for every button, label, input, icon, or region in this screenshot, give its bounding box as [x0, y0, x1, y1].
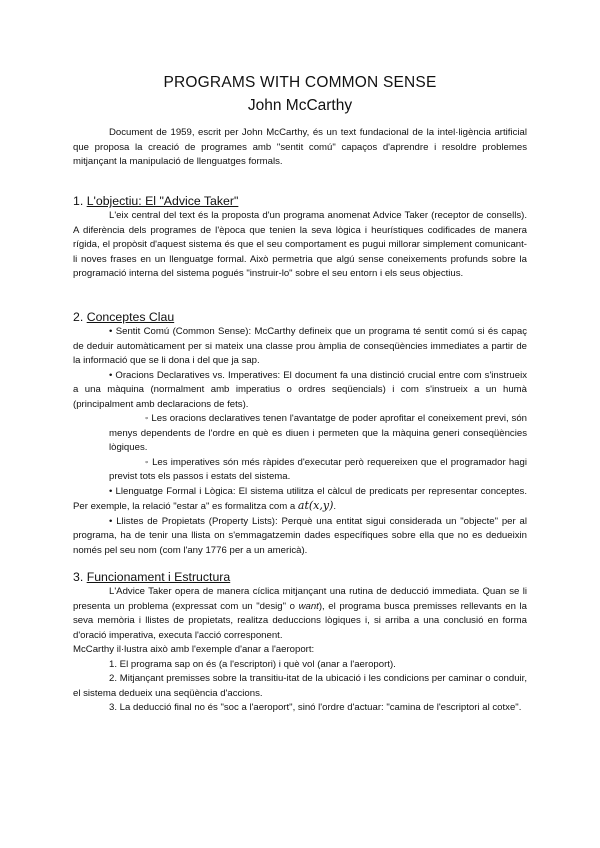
section-3-text-post: ), el programa busca premisses rellevants en la seva memòria i llistes de propietats, realitza deduccions lògiques i, si arriba a una conclusió en forma d'oració imperativa, executa l'acció corresponent. — [73, 600, 527, 641]
list-item: • Sentit Comú (Common Sense): McCarthy defineix que un programa té sentit comú si és capaç de deduir automàticament per si mateix una classe prou àmplia de conseqüències immediates a partir de la informació que se li dona i del que ja sap. — [73, 326, 527, 366]
list-item: • Oracions Declaratives vs. Imperatives: El document fa una distinció crucial entre com s'instrueix a una màquina (normalment amb imperatius o ordres seqüencials) i com s'instrueix a un humà (principalment amb declaracions de fets). — [73, 369, 527, 410]
step-item: 3. La deducció final no és "soc a l'aeroport", sinó l'ordre d'actuar: "camina de l'escriptori al cotxe". — [109, 702, 522, 713]
list-item — [73, 485, 527, 515]
list-item-end: . — [333, 501, 337, 512]
sub-list-item: ◦ Les imperatives són més ràpides d'executar però requereixen que el programador hagi previst tots els passos i estats del sistema. — [109, 456, 527, 482]
document-title: PROGRAMS WITH COMMON SENSE — [163, 74, 437, 91]
section-2-heading — [73, 310, 174, 325]
list-item-text: • Llenguatge Formal i Lògica: El sistema utilitza el càlcul de predicats per representar conceptes. Per exemple, la relació "estar a" es formalitza com a — [73, 485, 527, 512]
section-1-body — [73, 209, 527, 282]
section-2-title: Conceptes Clau — [86, 310, 175, 324]
section-3-title: Funcionament i Estructura — [86, 570, 231, 584]
document-author: John McCarthy — [247, 97, 353, 114]
example-intro: McCarthy il·lustra això amb l'exemple d'anar a l'aeroport: — [73, 644, 315, 655]
section-1-text: L'eix central del text és la proposta d'un programa anomenat Advice Taker (receptor de consells). A diferència dels programes de l'època que tenien la seva lògica i heurístiques codificades de manera rígida, el propòsit d'aquest sistema és que el seu comportament es pugui millorar simplement comunicant-li noves frases en un llenguatge formal. Això permetria que algú sense coneixements profunds sobre la programació interna del sistema pogués "instruir-lo" sobre el seu entorn i els seus objectius. — [73, 210, 527, 279]
section-3-body — [73, 585, 527, 716]
step-item: 2. Mitjançant premisses sobre la transitiu-itat de la ubicació i les condicions per caminar o conduir, el sistema dedueix una seqüència d'accions. — [73, 673, 527, 699]
sub-list-item: ◦ Les oracions declaratives tenen l'avantatge de poder aprofitar el coneixement previ, són menys dependents de l'ordre en què es diuen i permeten que la màquina generi conseqüències lògiques. — [109, 413, 527, 453]
section-3-text-pre: L'Advice Taker opera de manera cíclica mitjançant una rutina de deducció immediata. Quan se li presenta un problema (expressat com un "desig" o — [73, 586, 527, 612]
want-term: want — [298, 600, 319, 612]
section-3-number: 3. — [73, 570, 84, 584]
section-3-heading — [73, 570, 230, 585]
intro-paragraph — [73, 126, 527, 170]
formula-at-x-y: at(x,y) — [297, 499, 334, 512]
intro-text: Document de 1959, escrit per John McCarthy, és un text fundacional de la intel·ligència artificial que proposa la creació de programes amb "sentit comú" capaços d'aprendre i resoldre problemes mitjançant la manipulació de llenguatges formals. — [73, 127, 527, 167]
section-2-body — [73, 325, 527, 558]
section-3-text — [73, 585, 527, 643]
step-item: 1. El programa sap on és (a l'escriptori) i què vol (anar a l'aeroport). — [109, 658, 396, 670]
section-2-number: 2. — [73, 310, 84, 324]
list-item: • Llistes de Propietats (Property Lists): Perquè una entitat sigui considerada un "objecte" per al programa, ha de tenir una llista on s'emmagatzemin dades específiques sobre ella que no es dedueixin només pel seu nom (com l'any 1776 per a un americà). — [73, 515, 527, 556]
section-1-heading — [73, 194, 238, 209]
section-1-title: L'objectiu: El "Advice Taker" — [86, 194, 239, 208]
section-1-number: 1. — [73, 194, 84, 208]
